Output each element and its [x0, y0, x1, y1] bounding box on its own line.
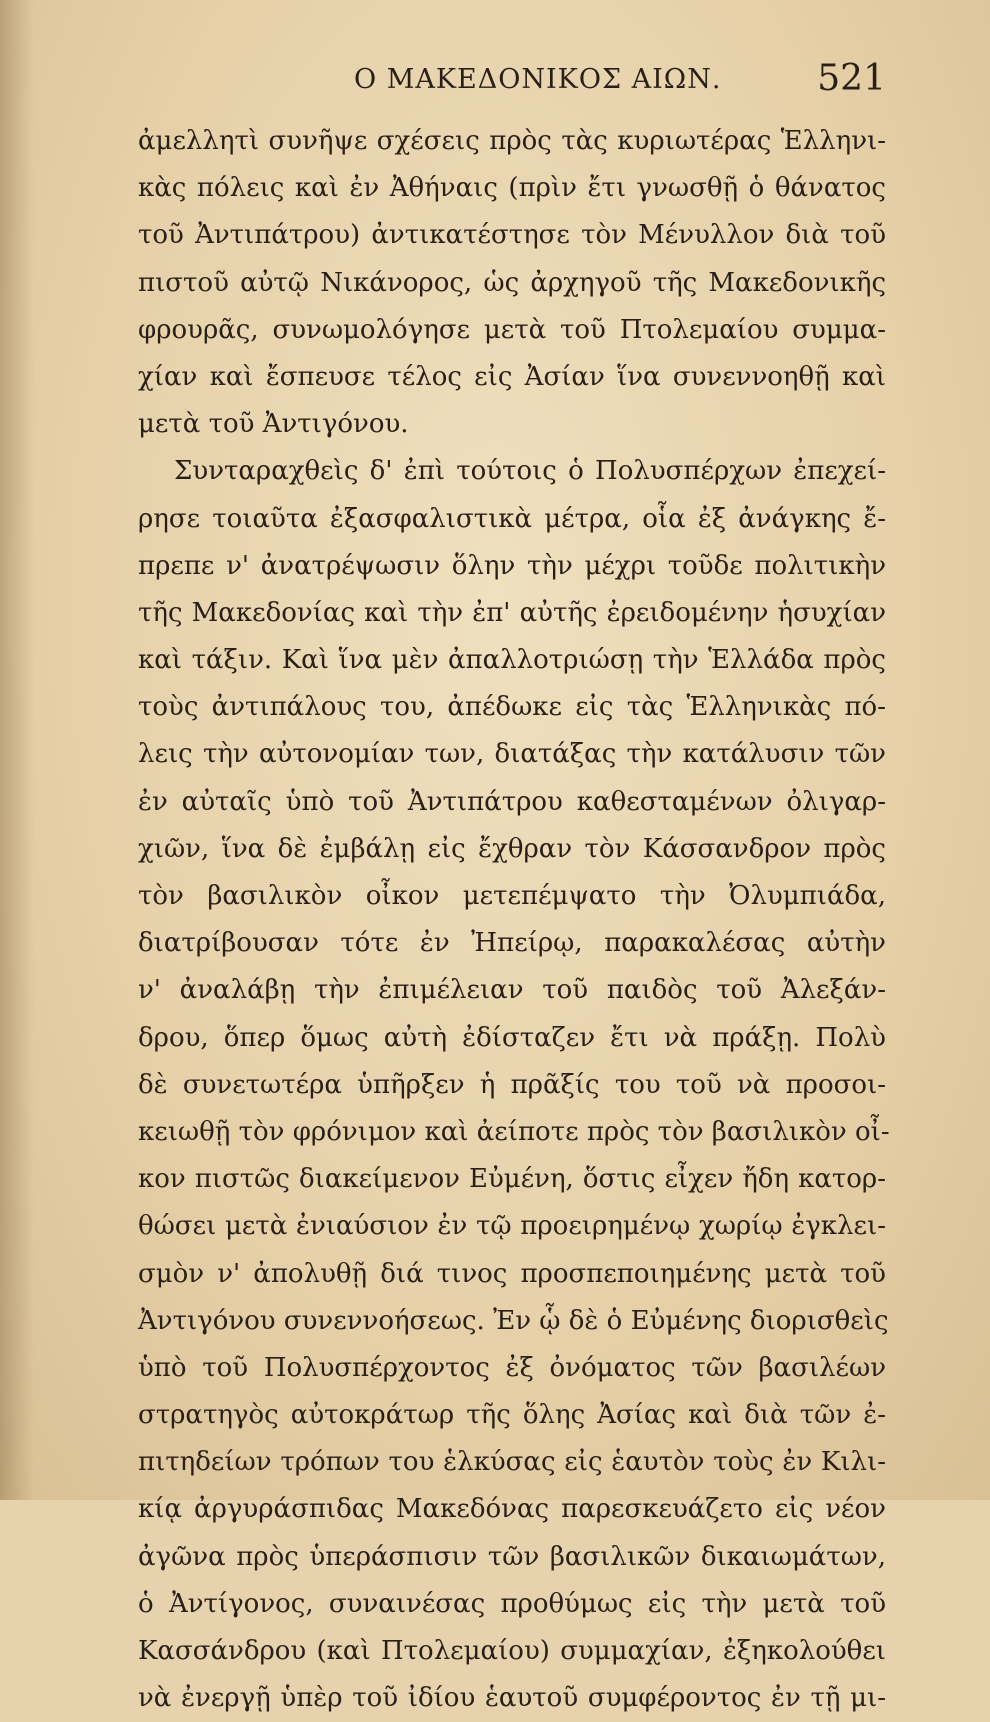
text-line: καὶ τάξιν. Καὶ ἵνα μὲν ἀπαλλοτριώσῃ τὴν Ἑλλάδα πρὸς	[138, 645, 886, 676]
text-line: Συνταραχθεὶς δ' ἐπὶ τούτοις ὁ Πολυσπέρχων ἐπεχεί-	[174, 456, 886, 487]
text-line: ρησε τοιαῦτα ἐξασφαλιστικὰ μέτρα, οἷα ἐξ ἀνάγκης ἔ-	[138, 503, 886, 534]
running-title: Ο ΜΑΚΕΔΟΝΙΚΟΣ ΑΙΩΝ.	[354, 64, 722, 95]
text-line: φρουρᾶς, συνωμολόγησε μετὰ τοῦ Πτολεμαίου συμμα-	[138, 314, 886, 345]
text-line: ἀμελλητὶ συνῆψε σχέσεις πρὸς τὰς κυριωτέρας Ἑλληνι-	[138, 126, 886, 156]
text-line: Κασσάνδρου (καὶ Πτολεμαίου) συμμαχίαν, ἐξηκολούθει	[138, 1636, 886, 1666]
text-line: Ἀντιγόνου συνεννοήσεως. Ἐν ᾧ δὲ ὁ Εὐμένης διορισθεὶς	[138, 1305, 889, 1336]
text-line: πιτηδείων τρόπων του ἑλκύσας εἰς ἑαυτὸν τοὺς ἐν Κιλι-	[138, 1447, 886, 1478]
text-line: κίᾳ ἀργυράσπιδας Μακεδόνας παρεσκευάζετο εἰς νέον	[138, 1494, 886, 1525]
text-line: δὲ συνετωτέρα ὑπῆρξεν ἡ πρᾶξίς του τοῦ νὰ προσοι-	[138, 1069, 886, 1100]
text-line: ὑπὸ τοῦ Πολυσπέρχοντος ἐξ ὀνόματος τῶν βασιλέων	[138, 1352, 886, 1383]
body-text	[138, 118, 890, 1722]
text-line: κειωθῇ τὸν φρόνιμον καὶ ἀείποτε πρὸς τὸν βασιλικὸν οἶ-	[138, 1116, 890, 1147]
text-line: πιστοῦ αὐτῷ Νικάνορος, ὡς ἀρχηγοῦ τῆς Μακεδονικῆς	[138, 267, 886, 298]
text-line: τὸν βασιλικὸν οἶκον μετεπέμψατο τὴν Ὀλυμπιάδα,	[138, 881, 886, 911]
text-line: τοὺς ἀντιπάλους του, ἀπέδωκε εἰς τὰς Ἑλληνικὰς πό-	[138, 692, 886, 723]
page-edge-shadow	[0, 0, 34, 1500]
text-line: θώσει μετὰ ἐνιαύσιον ἐν τῷ προειρημένῳ χωρίῳ ἐγκλει-	[138, 1211, 886, 1242]
page-number: 521	[817, 58, 886, 99]
text-line: κον πιστῶς διακείμενον Εὐμένη, ὅστις εἶχεν ἤδη κατορ-	[138, 1164, 886, 1195]
text-line: ἀγῶνα πρὸς ὑπεράσπισιν τῶν βασιλικῶν δικαιωμάτων,	[138, 1541, 886, 1572]
text-line: πρεπε ν' ἀνατρέψωσιν ὅλην τὴν μέχρι τοῦδε πολιτικὴν	[138, 550, 886, 581]
page-header	[138, 60, 886, 104]
text-line: νὰ ἐνεργῇ ὑπὲρ τοῦ ἰδίου ἑαυτοῦ συμφέροντος ἐν τῇ μι-	[138, 1683, 886, 1714]
text-line: τοῦ Ἀντιπάτρου) ἀντικατέστησε τὸν Μένυλλον διὰ τοῦ	[138, 220, 886, 251]
text-line: σμὸν ν' ἀπολυθῇ διά τινος προσπεποιημένης μετὰ τοῦ	[138, 1258, 886, 1289]
text-line: κὰς πόλεις καὶ ἐν Ἀθήναις (πρὶν ἔτι γνωσθῇ ὁ θάνατος	[138, 173, 886, 204]
text-line: διατρίβουσαν τότε ἐν Ἠπείρῳ, παρακαλέσας αὐτὴν	[138, 928, 886, 959]
text-line: χίαν καὶ ἔσπευσε τέλος εἰς Ἀσίαν ἵνα συνεννοηθῇ καὶ	[138, 361, 886, 392]
text-line: στρατηγὸς αὐτοκράτωρ τῆς ὅλης Ἀσίας καὶ διὰ τῶν ἐ-	[138, 1400, 886, 1431]
text-line: ὁ Ἀντίγονος, συναινέσας προθύμως εἰς τὴν μετὰ τοῦ	[138, 1588, 886, 1619]
text-line: τῆς Μακεδονίας καὶ τὴν ἐπ' αὐτῆς ἐρειδομένην ἡσυχίαν	[138, 597, 886, 628]
text-line: λεις τὴν αὐτονομίαν των, διατάξας τὴν κατάλυσιν τῶν	[138, 739, 886, 770]
text-line: χιῶν, ἵνα δὲ ἐμβάλῃ εἰς ἔχθραν τὸν Κάσσανδρον πρὸς	[138, 833, 886, 864]
text-line: μετὰ τοῦ Ἀντιγόνου.	[138, 409, 409, 440]
text-line: ἐν αὐταῖς ὑπὸ τοῦ Ἀντιπάτρου καθεσταμένων ὀλιγαρ-	[138, 786, 886, 817]
text-line: δρου, ὅπερ ὅμως αὐτὴ ἐδίσταζεν ἔτι νὰ πράξῃ. Πολὺ	[138, 1022, 886, 1053]
text-line: ν' ἀναλάβῃ τὴν ἐπιμέλειαν τοῦ παιδὸς τοῦ Ἀλεξάν-	[138, 975, 886, 1006]
